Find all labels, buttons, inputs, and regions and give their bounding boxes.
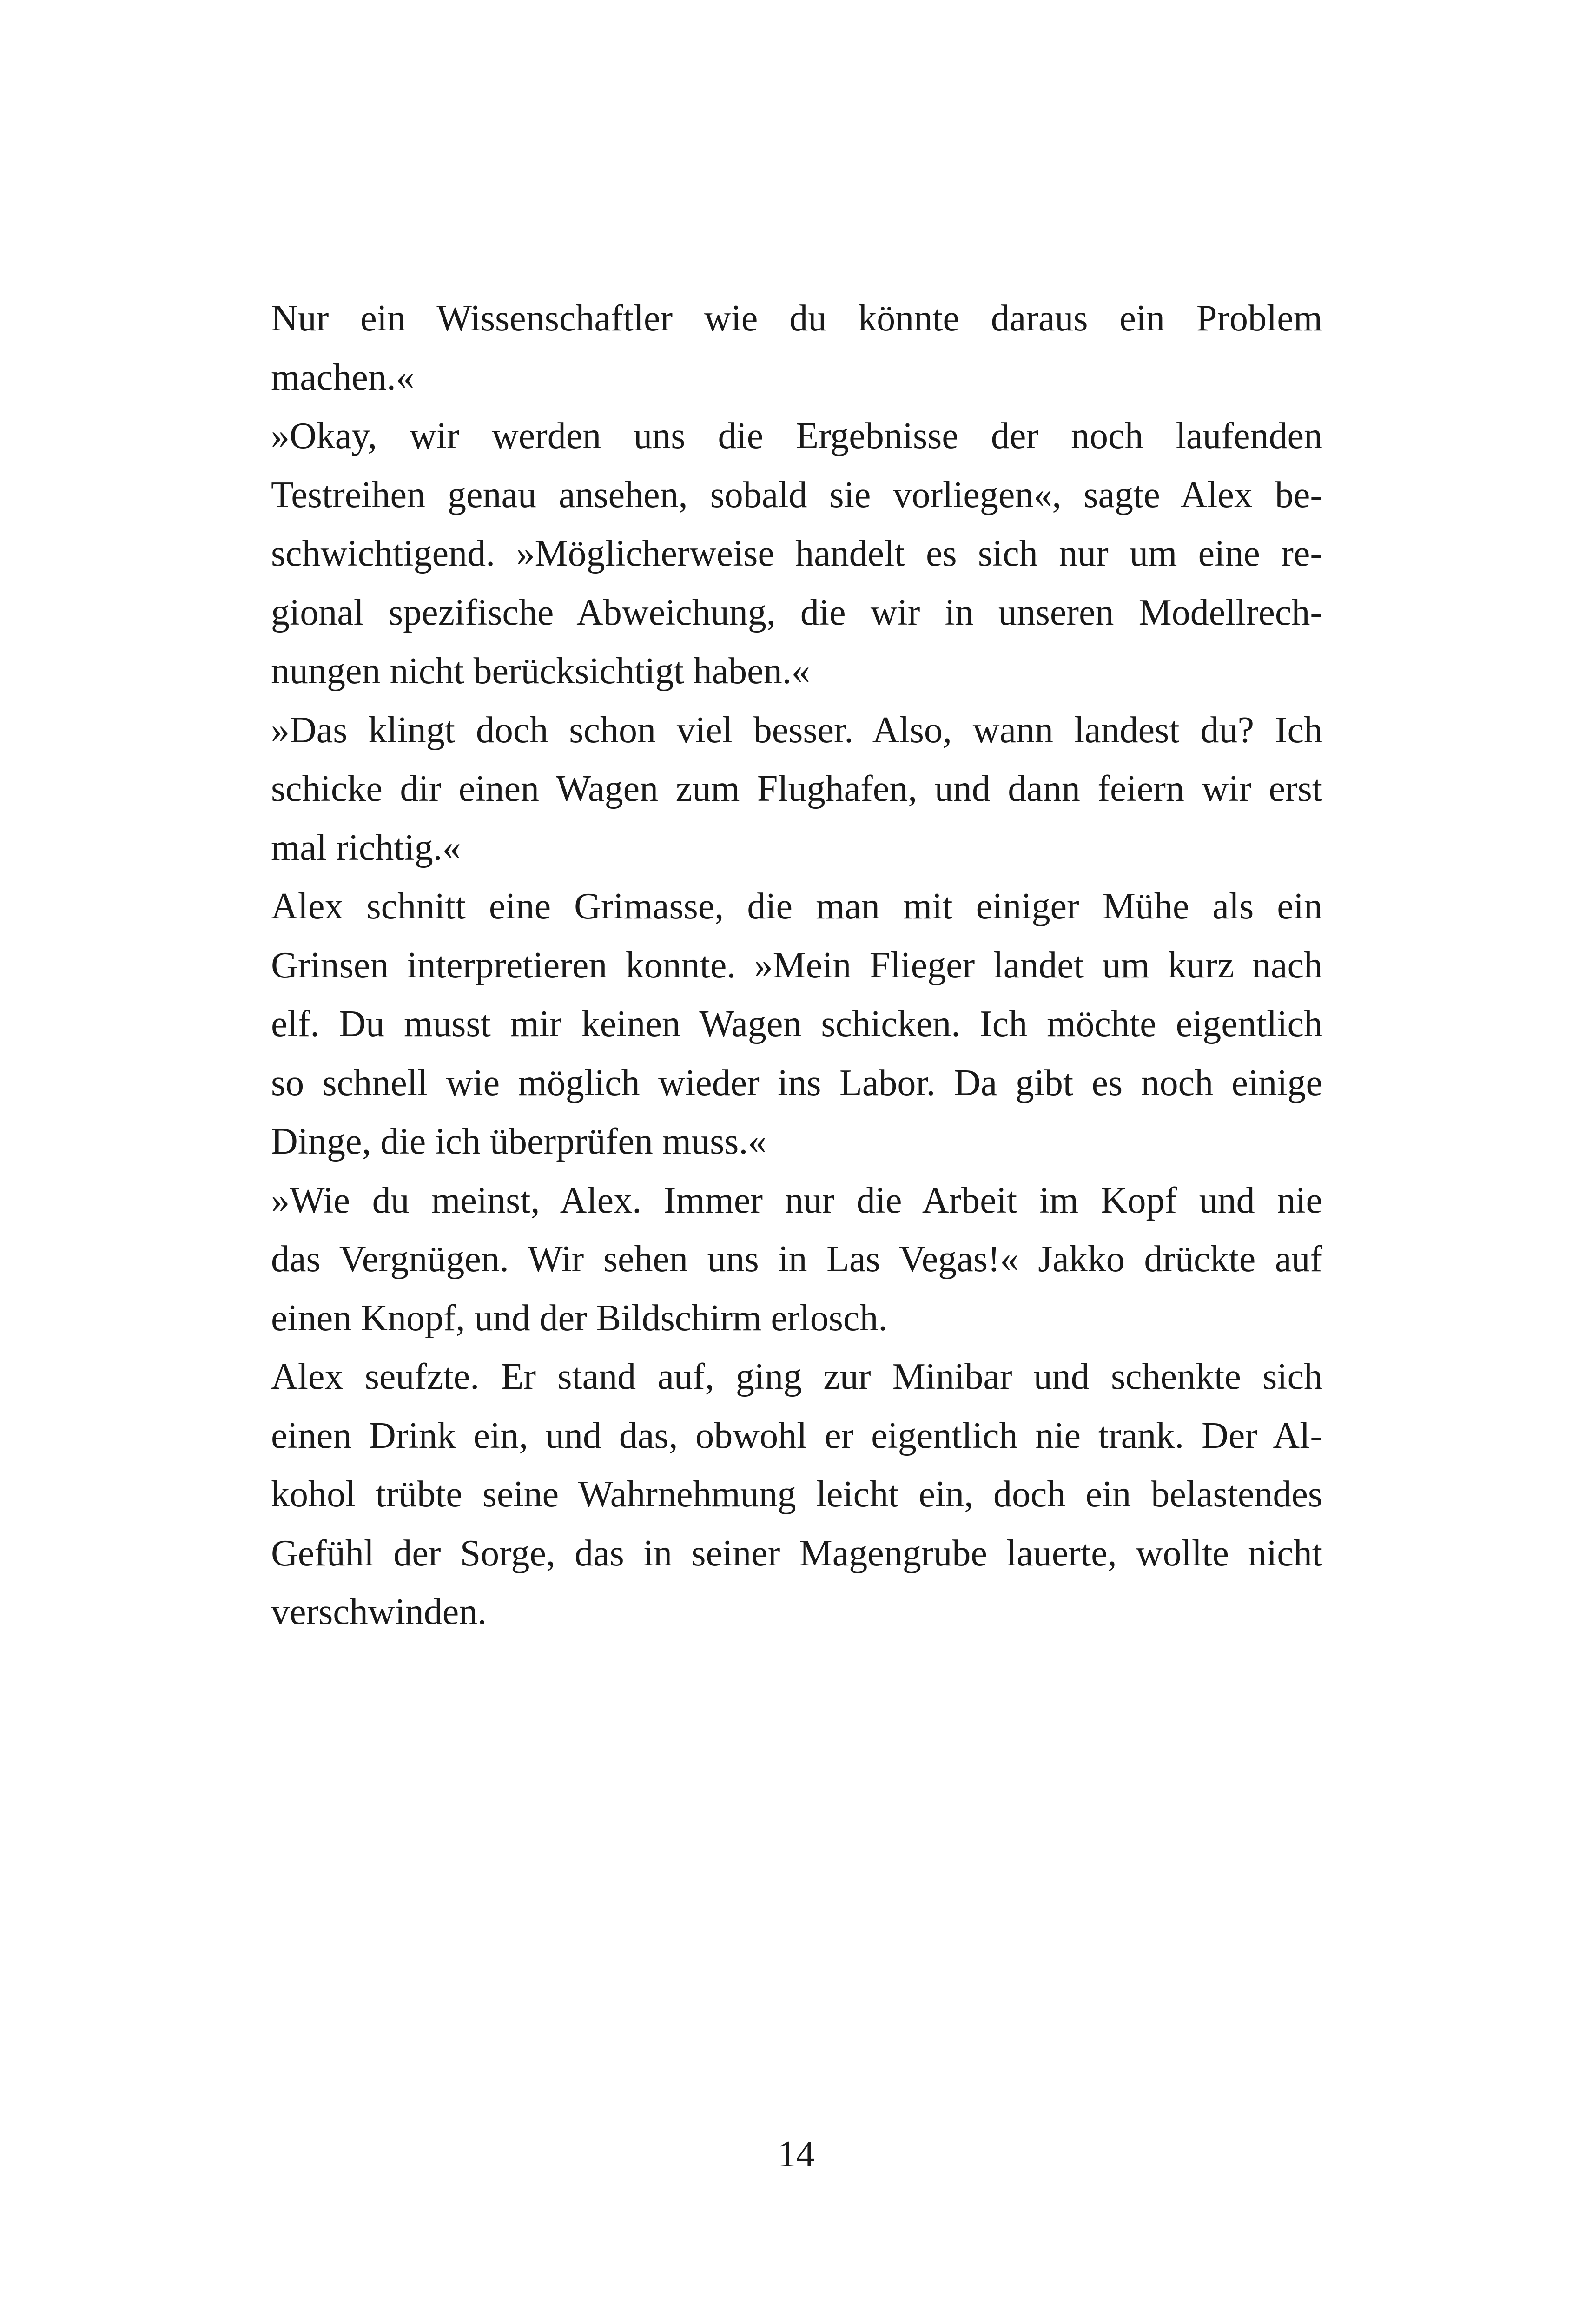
text-line: gional spezifische Abweichung, die wir in unseren Modellrech-	[271, 592, 1322, 633]
text-line: Testreihen genau ansehen, sobald sie vorliegen«, sagte Alex be-	[271, 474, 1322, 515]
text-line: so schnell wie möglich wieder ins Labor. Da gibt es noch einige	[271, 1062, 1322, 1103]
text-line: machen.«	[271, 357, 415, 398]
text-line: »Das klingt doch schon viel besser. Also, wann landest du? Ich	[271, 709, 1322, 751]
text-line: verschwinden.	[271, 1591, 487, 1632]
body-text	[271, 289, 1322, 1642]
text-line: Alex schnitt eine Grimasse, die man mit einiger Mühe als ein	[271, 886, 1322, 927]
text-line: »Wie du meinst, Alex. Immer nur die Arbeit im Kopf und nie	[271, 1180, 1322, 1221]
text-line: Grinsen interpretieren konnte. »Mein Flieger landet um kurz nach	[271, 944, 1322, 986]
text-line: kohol trübte seine Wahrnehmung leicht ein, doch ein belastendes	[271, 1474, 1322, 1515]
text-line: elf. Du musst mir keinen Wagen schicken. Ich möchte eigentlich	[271, 1004, 1322, 1044]
text-line: schicke dir einen Wagen zum Flughafen, und dann feiern wir erst	[271, 768, 1322, 809]
text-line: Dinge, die ich überprüfen muss.«	[271, 1121, 767, 1162]
text-line: nungen nicht berücksichtigt haben.«	[271, 651, 810, 692]
text-line: Nur ein Wissenschaftler wie du könnte daraus ein Problem	[271, 298, 1322, 339]
text-line: »Okay, wir werden uns die Ergebnisse der noch laufenden	[271, 416, 1322, 456]
text-line: einen Knopf, und der Bildschirm erlosch.	[271, 1297, 888, 1339]
page-number: 14	[777, 2134, 815, 2175]
text-line: das Vergnügen. Wir sehen uns in Las Vegas!« Jakko drückte auf	[271, 1239, 1322, 1280]
text-line: Gefühl der Sorge, das in seiner Magengrube lauerte, wollte nicht	[271, 1532, 1322, 1574]
text-line: Alex seufzte. Er stand auf, ging zur Minibar und schenkte sich	[271, 1356, 1322, 1397]
text-line: einen Drink ein, und das, obwohl er eigentlich nie trank. Der Al-	[271, 1415, 1322, 1456]
text-line: mal richtig.«	[271, 827, 461, 868]
text-line: schwichtigend. »Möglicherweise handelt es sich nur um eine re-	[271, 533, 1322, 574]
